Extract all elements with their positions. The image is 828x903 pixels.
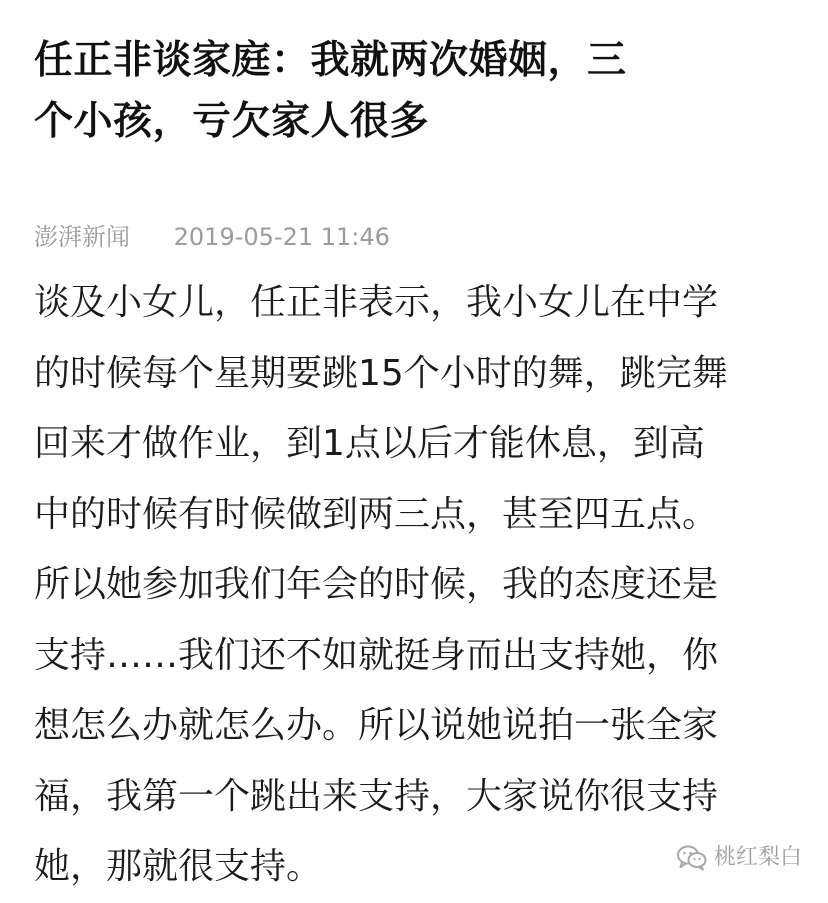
body-line: 想怎么办就怎么办。所以说她说拍一张全家 [34, 705, 719, 746]
article-timestamp: 2019-05-21 11:46 [173, 223, 390, 251]
body-line: 福，我第一个跳出来支持，大家说你很支持 [34, 775, 719, 817]
article-source[interactable]: 澎湃新闻 [34, 223, 130, 251]
article-meta [34, 220, 390, 254]
body-line: 回来才做作业，到1点以后才能休息，到高 [34, 423, 705, 464]
article-title [34, 30, 794, 152]
body-line: 的时候每个星期要跳15个小时的舞，跳完舞 [34, 352, 728, 394]
article-body [34, 268, 794, 903]
body-line: 谈及小女儿，任正非表示，我小女儿在中学 [34, 282, 719, 323]
body-line: 中的时候有时候做到两三点，甚至四五点。 [34, 493, 719, 535]
article-title-line: 任正非谈家庭：我就两次婚姻，三 [34, 38, 627, 83]
article-title-line: 个小孩，亏欠家人很多 [34, 99, 430, 144]
body-line: 所以她参加我们年会的时候，我的态度还是 [34, 564, 719, 605]
body-line: 支持……我们还不如就挺身而出支持她，你 [34, 634, 719, 676]
body-line: 她，那就很支持。 [34, 846, 323, 887]
watermark-text: 桃红梨白 [713, 845, 802, 870]
watermark [676, 840, 802, 876]
wechat-icon [676, 844, 708, 872]
